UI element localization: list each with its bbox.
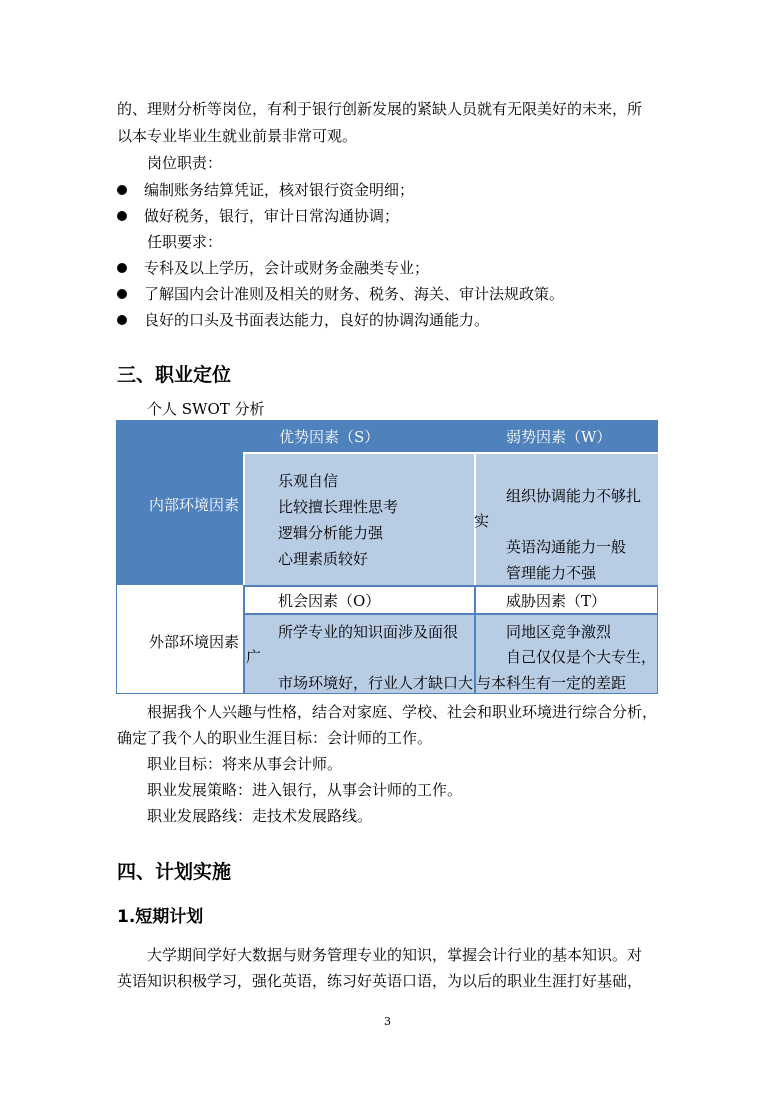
requirement-item: 专科及以上学历，会计或财务金融类专业； bbox=[144, 258, 429, 278]
swot-weakness-line: 实 bbox=[474, 512, 490, 530]
requirements-heading: 任职要求： bbox=[147, 233, 223, 251]
swot-threat-line: 自己仅仅是个大专生， bbox=[506, 648, 657, 666]
swot-strength-item: 逻辑分析能力强 bbox=[278, 524, 384, 542]
swot-opportunity-line: 所学专业的知识面涉及面很 bbox=[278, 623, 459, 641]
requirement-item: 了解国内会计准则及相关的财务、税务、海关、审计法规政策。 bbox=[144, 284, 564, 304]
swot-weakness-line: 英语沟通能力一般 bbox=[506, 538, 627, 556]
swot-threat-line: 与本科生有一定的差距 bbox=[476, 674, 627, 692]
bullet-icon bbox=[117, 185, 127, 195]
swot-internal-label: 内部环境因素 bbox=[149, 496, 240, 514]
intro-line-1: 的、理财分析等岗位，有利于银行创新发展的紧缺人员就有无限美好的未来，所 bbox=[117, 100, 643, 118]
bullet-icon bbox=[117, 263, 127, 273]
swot-caption: 个人 SWOT 分析 bbox=[147, 400, 265, 418]
swot-strength-header: 优势因素（S） bbox=[279, 428, 380, 446]
swot-threat-header: 威胁因素（T） bbox=[506, 592, 607, 610]
swot-opportunity-line: 市场环境好，行业人才缺口大 bbox=[278, 674, 474, 692]
bullet-icon bbox=[117, 315, 127, 325]
plan-para-line-2: 英语知识积极学习，强化英语，练习好英语口语，为以后的职业生涯打好基础， bbox=[117, 972, 643, 990]
section-4-title: 四、计划实施 bbox=[117, 861, 232, 883]
analysis-line-2: 确定了我个人的职业生涯目标：会计师的工作。 bbox=[117, 729, 433, 747]
plan-para-line-1: 大学期间学好大数据与财务管理专业的知识，掌握会计行业的基本知识。对 bbox=[147, 946, 643, 964]
swot-external-label: 外部环境因素 bbox=[149, 633, 240, 651]
career-strategy: 职业发展策略：进入银行，从事会计师的工作。 bbox=[147, 781, 463, 799]
intro-line-2: 以本专业毕业生就业前景非常可观。 bbox=[117, 127, 358, 145]
duty-item: 编制账务结算凭证，核对银行资金明细； bbox=[144, 180, 414, 200]
bullet-icon bbox=[117, 211, 127, 221]
career-route: 职业发展路线：走技术发展路线。 bbox=[147, 807, 373, 825]
requirement-item: 良好的口头及书面表达能力，良好的协调沟通能力。 bbox=[144, 310, 489, 330]
bullet-icon bbox=[117, 289, 127, 299]
swot-strength-item: 比较擅长理性思考 bbox=[278, 498, 399, 516]
duties-heading: 岗位职责： bbox=[147, 154, 223, 172]
page-number: 3 bbox=[384, 1015, 391, 1028]
short-term-plan-title: 1.短期计划 bbox=[117, 907, 204, 927]
career-goal: 职业目标：将来从事会计师。 bbox=[147, 755, 343, 773]
swot-weakness-line: 管理能力不强 bbox=[506, 564, 597, 582]
swot-opportunity-header: 机会因素（O） bbox=[278, 592, 381, 610]
swot-strength-item: 乐观自信 bbox=[278, 472, 339, 490]
swot-opportunity-line: 广 bbox=[246, 648, 262, 666]
swot-weakness-header: 弱势因素（W） bbox=[506, 428, 612, 446]
swot-strength-item: 心理素质较好 bbox=[278, 550, 369, 568]
duty-item: 做好税务，银行，审计日常沟通协调； bbox=[144, 206, 399, 226]
section-3-title: 三、职业定位 bbox=[117, 364, 232, 386]
analysis-line-1: 根据我个人兴趣与性格，结合对家庭、学校、社会和职业环境进行综合分析， bbox=[147, 703, 658, 721]
swot-weakness-line: 组织协调能力不够扎 bbox=[506, 487, 642, 505]
swot-threat-line: 同地区竞争激烈 bbox=[506, 623, 612, 641]
